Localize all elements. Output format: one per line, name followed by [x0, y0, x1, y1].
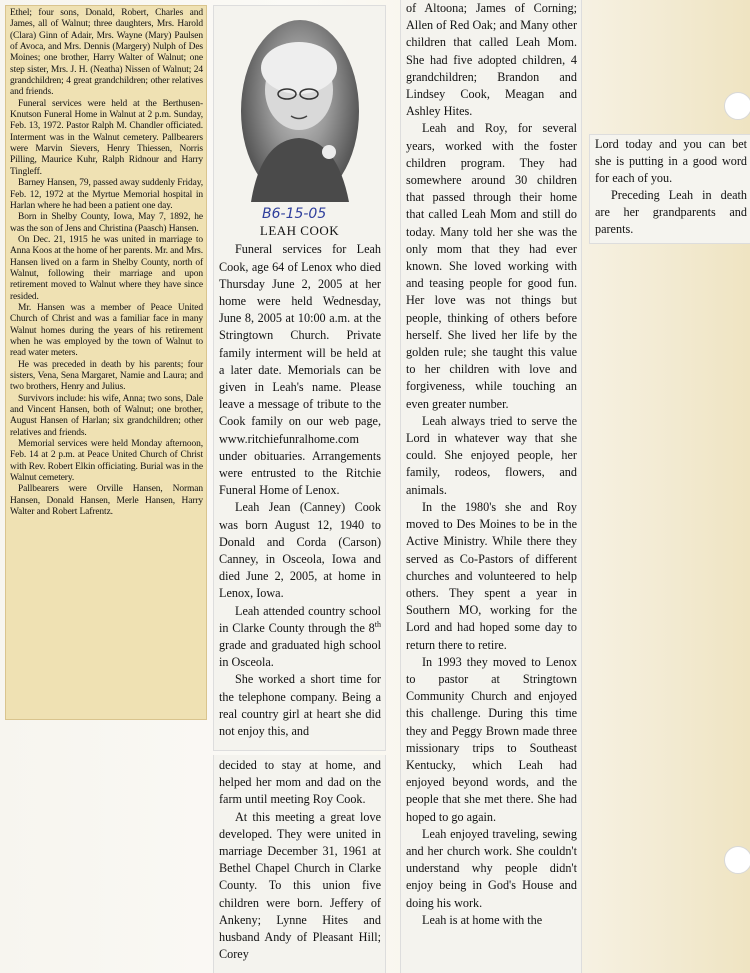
obit-paragraph: In the 1980's she and Roy moved to Des Moines to be in the Active Ministry. While there they served as Co-Pastors of different churches and volunteered to help others. They spent a year in Southern MO, working for the Lord and had hoped some day to return there to retire. — [406, 499, 577, 652]
binder-hole — [724, 92, 750, 120]
obit-paragraph: of Altoona; James of Corning; Allen of Red Oak; and Many other children that called Leah Mom. She had five adopted children, 4 grandchildren; Brandon and Lindsey Cook, Meagan and Ashley Hites. — [406, 1, 577, 119]
hansen-clipping — [5, 5, 207, 720]
portrait-photo — [241, 20, 359, 202]
obit-paragraph: Preceding Leah in death are her grandparents and parents. — [595, 188, 747, 236]
left-paragraph: He was preceded in death by his parents; four sisters, Vena, Sena Margaret, Namie and Laura; and two brothers, Henry and Julius. — [10, 359, 203, 393]
school-text-start: Leah attended country school in Clarke County through the 8 — [219, 603, 381, 635]
obit-paragraph: Leah and Roy, for several years, worked with the foster children program. They had somewhere around 30 children that passed through their home that called Leah Mom and still do today. Many told her she was the only mom that they had ever known. She loved working with and teasing people for good fun. Her love was not things but people, thinking of others before herself. She lived her life by the golden rule; she taught this value to her children with love and forgiveness, while touching an even greater number. — [406, 121, 577, 411]
obit-paragraph: She worked a short time for the telephone company. Being a real country girl at heart she did not enjoy this, and — [219, 672, 381, 739]
obit-paragraph: At this meeting a great love developed. They were united in marriage December 31, 1961 at Bethel Chapel Church in Clarke County. To this union five children were born. Jeffery of Ankeny; Lynne Hites and husband Andy of Pleasant Hill; Corey — [219, 809, 381, 962]
left-paragraph: Funeral services were held at the Berthusen-Knutson Funeral Home in Walnut at 2 p.m. Sunday, Feb. 13, 1972. Pastor Ralph M. Chandler officiated. Interment was in the Walnut cemetery. Pallbearers were Marvin Sievers, Henry Thiessen, Norris Pilling, Maurice Kuhr, Ralph Ridnour and Harry Tingleff. — [10, 98, 203, 177]
obit-paragraph — [219, 603, 381, 672]
obit-paragraph: Funeral services for Leah Cook, age 64 of Lenox who died Thursday June 2, 2005 at her home were held Wednesday, June 8, 2005 at 10:00 a.m. at the Stringtown Church. Private family interment will be held at a later date. Memorials can be given in Leah's name. Please leave a message of tribute to the Cook family on our web page, www.ritchiefunralhome.com under obituaries. Arrangements were entrusted to the Ritchie Funeral Home of Lenox. — [219, 242, 381, 498]
left-paragraph: On Dec. 21, 1915 he was united in marriage to Anna Koos at the home of her parents. Mr. and Mrs. Hansen lived on a farm in Shelby County, north of Walnut, following their marriage and upon retirement moved to Walnut where they have since resided. — [10, 234, 203, 302]
binder-hole — [724, 846, 750, 874]
obituary-column-3 — [589, 134, 750, 244]
left-paragraph: Memorial services were held Monday afternoon, Feb. 14 at 2 p.m. at Peace United Church of Christ with Rev. Robert Elkin officiating. Burial was in the Walnut cemetery. — [10, 439, 203, 484]
left-paragraph: Pallbearers were Orville Hansen, Norman Hansen, Donald Hansen, Merle Hansen, Harry Walter and Robert Lafrentz. — [10, 484, 203, 518]
obituary-column-1-continued — [213, 755, 386, 973]
left-paragraph: Mr. Hansen was a member of Peace United Church of Christ and was a familiar face in many Walnut homes during the years of his retirement when he was employed by the town of Walnut to read water meters. — [10, 302, 203, 359]
obit-paragraph: Leah Jean (Canney) Cook was born August 12, 1940 to Donald and Corda (Carson) Canney, in Osceola, Iowa and died June 2, 2005, at home in Lenox, Iowa. — [219, 500, 381, 601]
school-text-end: grade and graduated high school in Osceola. — [219, 638, 381, 670]
obituary-column-2 — [400, 0, 582, 973]
left-paragraph: Survivors include: his wife, Anna; two sons, Dale and Vincent Hansen, both of Walnut; one brother, August Hansen of Harlan; six grandchildren; other relatives and friends. — [10, 393, 203, 438]
obit-paragraph: In 1993 they moved to Lenox to pastor at Stringtown Community Church and enjoyed this challenge. During this time they and Peggy Brown made three missionary trips to Southeast Kentucky, which Leah had enjoyed beyond words, and the people that she met there. She had hoped to go again. — [406, 654, 577, 824]
obituary-column-1 — [213, 5, 386, 751]
obit-paragraph: decided to stay at home, and helped her mom and dad on the farm until meeting Roy Cook. — [219, 758, 381, 807]
left-paragraph: Ethel; four sons, Donald, Robert, Charles and James, all of Walnut; three daughters, Mrs. Harold (Clara) Ginn of Adair, Mrs. Wayne (Mary) Paulsen of Avoca, and Mrs. Dennis (Margery) Nulph of Des Moines; one brother, Harry Walter of Walnut; one step sister, Mrs. J. H. (Neatha) Nissen of Walnut; 24 grandchildren; 4 great grandchildren; other relatives and friends. — [10, 8, 203, 98]
left-paragraph: Born in Shelby County, Iowa, May 7, 1892, he was the son of Jens and Christina (Paasch) Hansen. — [10, 212, 203, 234]
obituary-name: LEAH COOK — [259, 223, 340, 239]
obit-paragraph: Lord today and you can bet she is putting in a good word for each of you. — [595, 137, 747, 185]
obit-paragraph: Leah always tried to serve the Lord in whatever way that she could. She enjoyed people, her family, rodeos, flowers, and animals. — [406, 413, 577, 497]
obit-paragraph: Leah enjoyed traveling, sewing and her church work. She couldn't understand why people didn't enjoy being in God's House and doing his work. — [406, 826, 577, 910]
left-paragraph: Barney Hansen, 79, passed away suddenly Friday, Feb. 12, 1972 at the Myrtue Memorial hospital in Harlan where he had been a patient one day. — [10, 178, 203, 211]
date-stamp: B6-15-05 — [262, 206, 327, 222]
ordinal-suffix: th — [374, 619, 381, 629]
obit-paragraph: Leah is at home with the — [422, 912, 543, 927]
